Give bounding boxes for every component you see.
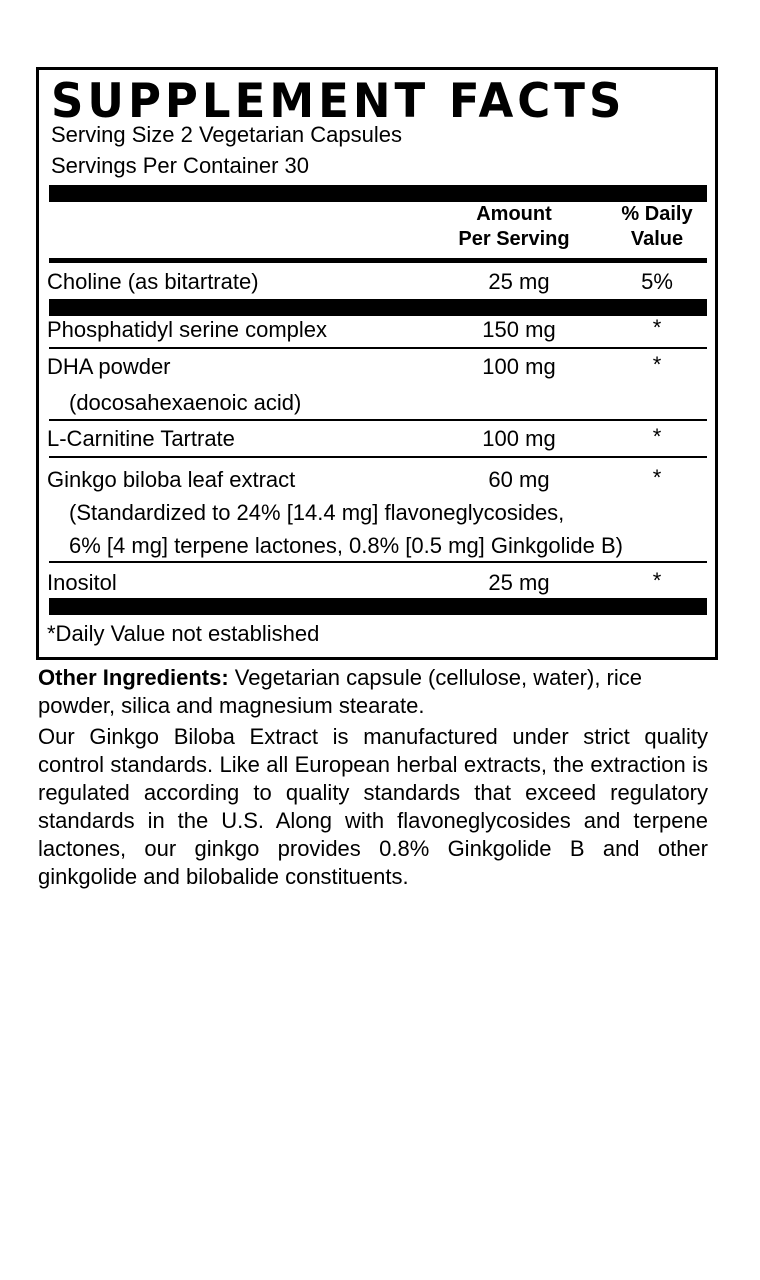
other-ingredients (38, 664, 708, 720)
dv-header-line1: % Daily (621, 203, 693, 225)
row-divider (49, 419, 707, 421)
nutrient-subtext: 6% [4 mg] terpene lactones, 0.8% [0.5 mg] Ginkgolide B) (69, 533, 623, 558)
panel-title: SUPPLEMENT FACTS (51, 72, 626, 129)
nutrient-name: L-Carnitine Tartrate (47, 426, 235, 451)
nutrient-daily-value: * (652, 352, 662, 377)
nutrient-name: Inositol (47, 570, 117, 595)
nutrient-amount: 60 mg (488, 467, 550, 492)
amount-header-line2: Per Serving (458, 228, 570, 250)
product-description: Our Ginkgo Biloba Extract is manufactured under strict quality control standards. Like all European herbal extracts, the extraction is regulated according to quality standards that exceed regulatory standards in the U.S. Along with flavoneglycosides and terpene lactones, our ginkgo provides 0.8% Ginkgolide B and other ginkgolide and bilobalide constituents. (38, 724, 708, 889)
daily-value-footnote: *Daily Value not established (47, 621, 320, 646)
amount-header-line1: Amount (476, 203, 552, 225)
nutrient-name: Phosphatidyl serine complex (47, 317, 328, 342)
nutrient-name: Ginkgo biloba leaf extract (47, 467, 296, 492)
amount-header (434, 202, 594, 252)
nutrient-daily-value: * (652, 568, 662, 593)
nutrient-daily-value: * (652, 315, 662, 340)
nutrient-subtext: (docosahexaenoic acid) (69, 390, 302, 415)
row-divider (49, 561, 707, 563)
nutrient-amount: 100 mg (482, 426, 556, 451)
thick-divider (49, 299, 707, 316)
nutrient-daily-value: * (652, 465, 662, 490)
other-ingredients-text: Vegetarian capsule (cellulose, water), rice powder, silica and magnesium stearate. (38, 665, 643, 718)
other-ingredients-label: Other Ingredients: (38, 665, 229, 690)
serving-size: Serving Size 2 Vegetarian Capsules (51, 122, 402, 147)
nutrient-subtext: (Standardized to 24% [14.4 mg] flavoneglycosides, (69, 500, 565, 525)
row-divider (49, 456, 707, 458)
nutrient-name: DHA powder (47, 354, 171, 379)
dv-header-line2: Value (630, 228, 684, 250)
supplement-facts-panel (36, 67, 718, 660)
row-divider (49, 347, 707, 349)
thick-divider (49, 185, 707, 202)
medium-divider (49, 258, 707, 263)
thick-divider (49, 598, 707, 615)
nutrient-amount: 150 mg (482, 317, 556, 342)
servings-per-container: Servings Per Container 30 (51, 153, 310, 178)
nutrient-name: Choline (as bitartrate) (47, 269, 259, 294)
nutrient-amount: 25 mg (488, 570, 550, 595)
nutrient-amount: 25 mg (488, 269, 550, 294)
nutrient-amount: 100 mg (482, 354, 556, 379)
nutrient-daily-value: 5% (641, 269, 673, 294)
daily-value-header (607, 202, 707, 252)
nutrient-daily-value: * (652, 424, 662, 449)
